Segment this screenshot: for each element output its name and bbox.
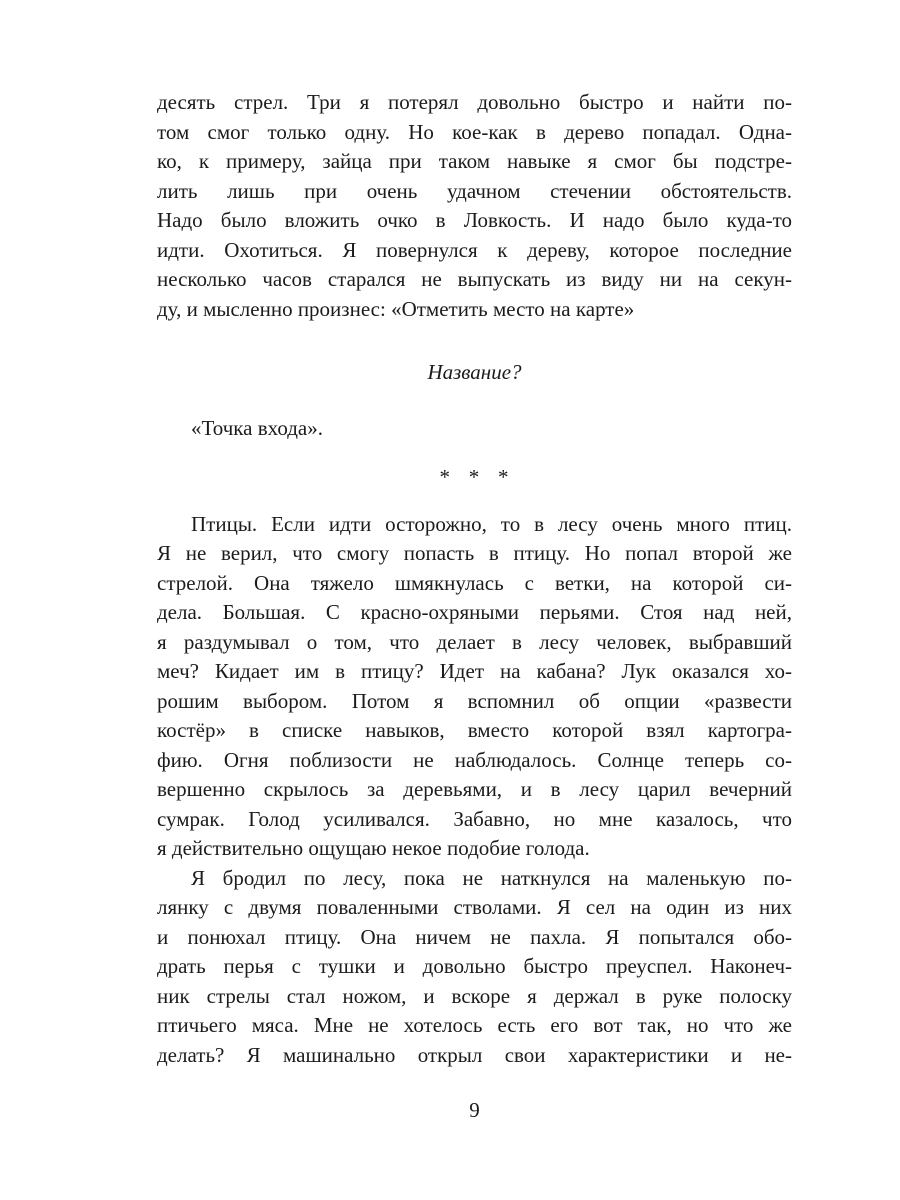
paragraph-line: ду, и мысленно произнес: «Отметить место на карте» bbox=[157, 296, 635, 321]
paragraph-line: драть перья с тушки и довольно быстро преуспел. Наконеч- bbox=[157, 954, 792, 978]
paragraph-line: птичьего мяса. Мне не хотелось есть его вот так, но что же bbox=[157, 1013, 792, 1037]
paragraph-line: идти. Охотиться. Я повернулся к дереву, которое последние bbox=[157, 237, 792, 262]
paragraph-line: десять стрел. Три я потерял довольно быстро и найти по- bbox=[157, 90, 792, 114]
paragraph-line: лянку с двумя поваленными стволами. Я сел на один из них bbox=[157, 895, 792, 919]
page-number: 9 bbox=[469, 1098, 480, 1122]
scene-title: Название? bbox=[427, 360, 522, 384]
paragraph-line: фию. Огня поблизости не наблюдалось. Солнце теперь со- bbox=[157, 747, 792, 772]
paragraph-line: и понюхал птицу. Она ничем не пахла. Я попытался обо- bbox=[157, 924, 792, 949]
paragraph-line: меч? Кидает им в птицу? Идет на кабана? Лук оказался хо- bbox=[157, 659, 792, 683]
paragraph-line: я действительно ощущаю некое подобие голода. bbox=[157, 836, 590, 860]
paragraph-line: Надо было вложить очко в Ловкость. И надо было куда-то bbox=[157, 208, 792, 232]
paragraph-line: сумрак. Голод усиливался. Забавно, но мне казалось, что bbox=[157, 806, 792, 831]
paragraph bbox=[157, 864, 792, 1071]
paragraph-line: несколько часов старался не выпускать из виду ни на секун- bbox=[157, 267, 792, 291]
text-block bbox=[157, 88, 792, 1070]
paragraph-line: ко, к примеру, зайца при таком навыке я смог бы подстре- bbox=[157, 149, 792, 173]
paragraph-line: Я бродил по лесу, пока не наткнулся на маленькую по- bbox=[191, 865, 792, 890]
paragraph bbox=[157, 88, 792, 324]
paragraph-line: лить лишь при очень удачном стечении обстоятельств. bbox=[157, 178, 792, 203]
paragraph-line: я раздумывал о том, что делает в лесу человек, выбравший bbox=[157, 629, 792, 654]
paragraph-line: костёр» в списке навыков, вместо которой взял картогра- bbox=[157, 718, 792, 742]
paragraph-line: том смог только одну. Но кое-как в дерево попадал. Одна- bbox=[157, 119, 792, 144]
paragraph-line: вершенно скрылось за деревьями, и в лесу царил вечерний bbox=[157, 777, 792, 801]
paragraph-line: Я не верил, что смогу попасть в птицу. Но попал второй же bbox=[157, 541, 792, 565]
paragraph-line: дела. Большая. С красно-охряными перьями. Стоя над ней, bbox=[157, 600, 792, 624]
paragraph-line: рошим выбором. Потом я вспомнил об опции «развести bbox=[157, 688, 792, 713]
scene-break: * * * bbox=[439, 465, 510, 489]
paragraph bbox=[157, 414, 792, 444]
paragraph bbox=[157, 510, 792, 864]
paragraph-line: ник стрелы стал ножом, и вскоре я держал в руке полоску bbox=[157, 983, 792, 1008]
paragraph-line: стрелой. Она тяжело шмякнулась с ветки, на которой си- bbox=[157, 570, 792, 595]
paragraph-line: «Точка входа». bbox=[191, 415, 323, 440]
paragraph-line: Птицы. Если идти осторожно, то в лесу очень много птиц. bbox=[191, 511, 792, 536]
paragraph-line: делать? Я машинально открыл свои характеристики и не- bbox=[157, 1042, 792, 1067]
